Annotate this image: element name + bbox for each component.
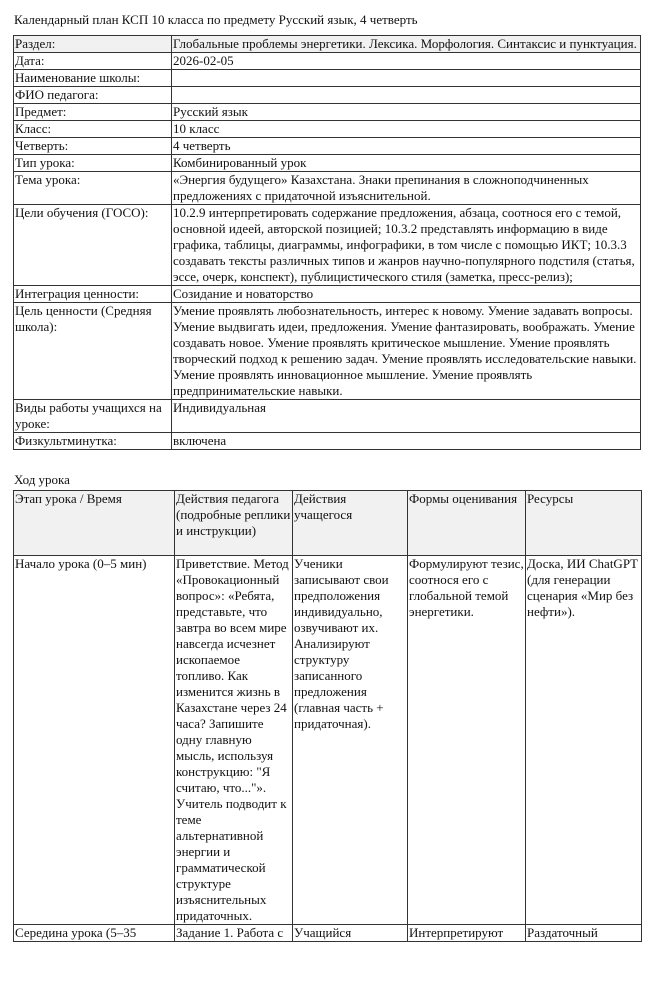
info-label: Класс: (14, 121, 172, 138)
info-row-class (14, 121, 641, 138)
column-header: Формы оценивания (408, 491, 526, 556)
info-label: ФИО педагога: (14, 87, 172, 104)
info-row-teacher (14, 87, 641, 104)
info-label: Тип урока: (14, 155, 172, 172)
table-cell: Доска, ИИ ChatGPT (для генерации сценария «Мир без нефти»). (526, 556, 642, 925)
info-label: Наименование школы: (14, 70, 172, 87)
lesson-plan-table (13, 490, 642, 942)
info-label: Дата: (14, 53, 172, 70)
info-row-school (14, 70, 641, 87)
info-label: Раздел: (14, 36, 172, 53)
info-row-work-types (14, 400, 641, 433)
info-value: включена (172, 433, 641, 450)
table-cell: Раздаточный (526, 925, 642, 942)
table-cell: Интерпретируют (408, 925, 526, 942)
info-value: Глобальные проблемы энергетики. Лексика. Морфология. Синтаксис и пунктуация. (172, 36, 641, 53)
info-row-objectives (14, 205, 641, 286)
info-value (172, 70, 641, 87)
info-value: «Энергия будущего» Казахстана. Знаки препинания в сложноподчиненных предложениях с придаточной изъяснительной. (172, 172, 641, 205)
info-row-topic (14, 172, 641, 205)
info-label: Виды работы учащихся на уроке: (14, 400, 172, 433)
lesson-row-middle (14, 925, 642, 942)
info-label: Цели обучения (ГОСО): (14, 205, 172, 286)
info-label: Предмет: (14, 104, 172, 121)
info-value (172, 87, 641, 104)
column-header: Действия педагога (подробные реплики и инструкции) (175, 491, 293, 556)
lesson-table-header (14, 491, 642, 556)
info-row-subject (14, 104, 641, 121)
column-header: Ресурсы (526, 491, 642, 556)
info-row-value-goal (14, 303, 641, 400)
table-cell: Начало урока (0–5 мин) (14, 556, 175, 925)
info-row-value-integration (14, 286, 641, 303)
info-value: Созидание и новаторство (172, 286, 641, 303)
info-value: Умение проявлять любознательность, интерес к новому. Умение задавать вопросы. Умение выдвигать идеи, предложения. Умение фантазировать, воображать. Умение создавать новое. Умение проявлять критическое мышление. Умение проявлять творческий подход к решению задач. Умение проявлять исследовательские навыки. Умение проявлять инновационное мышление. Умение проявлять предпринимательские навыки. (172, 303, 641, 400)
info-row-date (14, 53, 641, 70)
info-value: Индивидуальная (172, 400, 641, 433)
info-value: 2026-02-05 (172, 53, 641, 70)
table-cell: Учащийся (293, 925, 408, 942)
table-cell: Формулируют тезис, соотнося его с глобальной темой энергетики. (408, 556, 526, 925)
info-row-fizminutka (14, 433, 641, 450)
info-value: Комбинированный урок (172, 155, 641, 172)
table-cell: Приветствие. Метод «Провокационный вопрос»: «Ребята, представьте, что завтра во всем мире навсегда исчезнет ископаемое топливо. Как изменится жизнь в Казахстане через 24 часа? Запишите одну главную мысль, используя конструкцию: "Я считаю, что..."». Учитель подводит к теме альтернативной энергии и грамматической структуре изъяснительных придаточных. (175, 556, 293, 925)
info-value: 10.2.9 интерпретировать содержание предложения, абзаца, соотнося его с темой, основной идеей, авторской позицией; 10.3.2 представлять информацию в виде графика, таблицы, диаграммы, инфографики, в том числе с помощью ИКТ; 10.3.3 создавать тексты различных типов и жанров научно-популярного подстиля (статья, эссе, очерк, конспект), публицистического стиля (заметка, пресс-релиз); (172, 205, 641, 286)
info-value: 10 класс (172, 121, 641, 138)
info-row-quarter (14, 138, 641, 155)
table-cell: Ученики записывают свои предположения индивидуально, озвучивают их. Анализируют структуру записанного предложения (главная часть + придаточная). (293, 556, 408, 925)
info-label: Физкультминутка: (14, 433, 172, 450)
info-row-section (14, 36, 641, 53)
column-header: Действия учащегося (293, 491, 408, 556)
info-row-lesson-type (14, 155, 641, 172)
info-label: Четверть: (14, 138, 172, 155)
lesson-progress-heading: Ход урока (14, 472, 70, 487)
lesson-row-start (14, 556, 642, 925)
lesson-info-table (13, 35, 641, 450)
info-value: Русский язык (172, 104, 641, 121)
info-label: Интеграция ценности: (14, 286, 172, 303)
info-value: 4 четверть (172, 138, 641, 155)
info-label: Цель ценности (Средняя школа): (14, 303, 172, 400)
column-header: Этап урока / Время (14, 491, 175, 556)
document-title: Календарный план КСП 10 класса по предмету Русский язык, 4 четверть (14, 12, 418, 27)
info-label: Тема урока: (14, 172, 172, 205)
table-cell: Задание 1. Работа с (175, 925, 293, 942)
table-cell: Середина урока (5–35 (14, 925, 175, 942)
